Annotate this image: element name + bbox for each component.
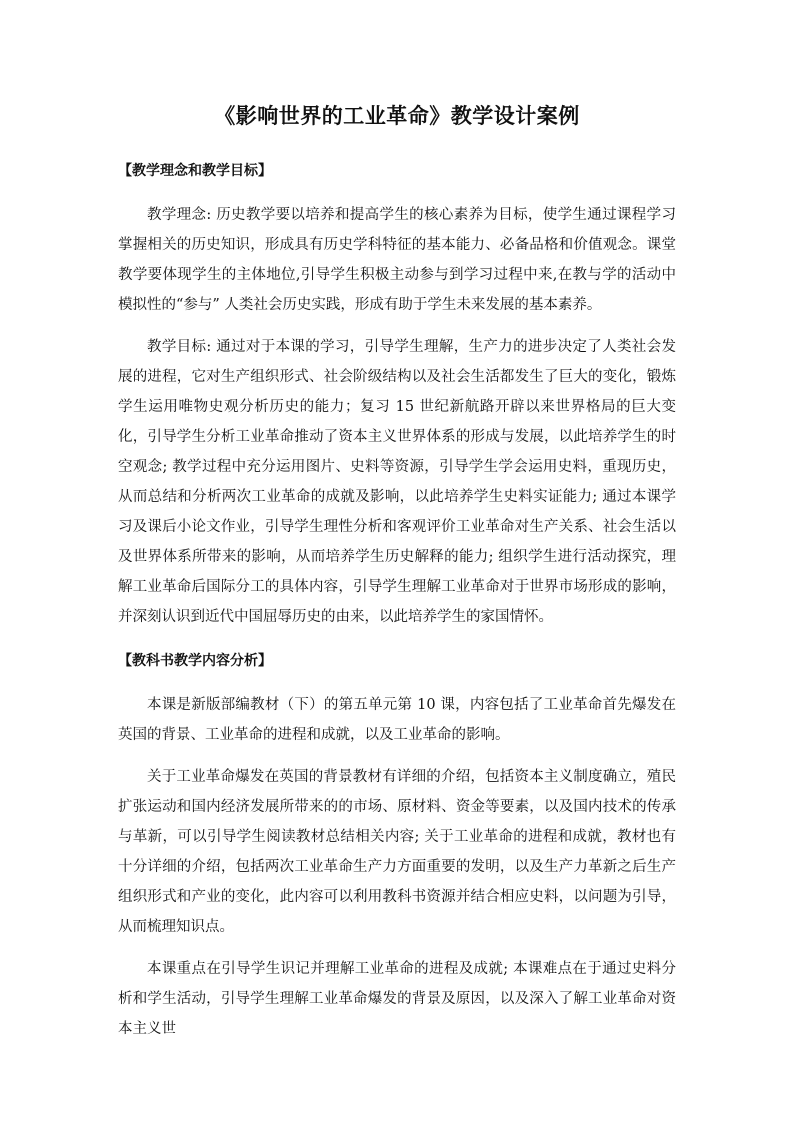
section-heading: 【教学理念和教学目标】 xyxy=(118,163,272,179)
paragraph-background-content: 关于工业革命爆发在英国的背景教材有详细的介绍，包括资本主义制度确立，殖民扩张运动和国内经济发展所带来的的市场、原材料、资金等要素，以及国内技术的传承与革新，可以引导学生阅读教材总结相关内容; 关于工业革命的进程和成就，教材也有十分详细的介绍，包括两次工业革命生产力方面重要的发明，以及生产力革新之后生产组织形式和产业的变化，此内容可以利用教科书资源并结合相应史料，以问题为引导，从而梳理知识点。 xyxy=(118,769,676,935)
section-textbook-analysis xyxy=(118,650,676,1044)
paragraph-lesson-overview: 本课是新版部编教材（下）的第五单元第 10 课，内容包括了工业革命首先爆发在英国的背景、工业革命的进程和成就，以及工业革命的影响。 xyxy=(118,697,676,743)
section-teaching-concept-goals xyxy=(118,160,676,632)
section-heading: 【教科书教学内容分析】 xyxy=(118,653,272,669)
document-title: 《影响世界的工业革命》教学设计案例 xyxy=(214,103,580,128)
paragraph-teaching-goals: 教学目标: 通过对于本课的学习，引导学生理解，生产力的进步决定了人类社会发展的进程，它对生产组织形式、社会阶级结构以及社会生活都发生了巨大的变化，锻炼学生运用唯物史观分析历史的能力；复习 15 世纪新航路开辟以来世界格局的巨大变化，引导学生分析工业革命推动了资本主义世界体系的形成与发展，以此培养学生的时空观念; 教学过程中充分运用图片、史料等资源，引导学生学会运用史料，重现历史，从而总结和分析两次工业革命的成就及影响，以此培养学生史料实证能力; 通过本课学习及课后小论文作业，引导学生理性分析和客观评价工业革命对生产关系、社会生活以及世界体系所带来的影响，从而培养学生历史解释的能力; 组织学生进行活动探究，理解工业革命后国际分工的具体内容，引导学生理解工业革命对于世界市场形成的影响，并深刻认识到近代中国屈辱历史的由来，以此培养学生的家国情怀。 xyxy=(118,339,676,625)
paragraph-key-difficult-points: 本课重点在引导学生识记并理解工业革命的进程及成就; 本课难点在于通过史料分析和学生活动，引导学生理解工业革命爆发的背景及原因，以及深入了解工业革命对资本主义世 xyxy=(118,961,676,1037)
paragraph-teaching-concept: 教学理念: 历史教学要以培养和提高学生的核心素养为目标，使学生通过课程学习掌握相关的历史知识，形成具有历史学科特征的基本能力、必备品格和价值观念。课堂教学要体现学生的主体地位,引导学生积极主动参与到学习过程中来,在教与学的活动中模拟性的“参与” 人类社会历史实践，形成有助于学生未来发展的基本素养。 xyxy=(118,207,676,313)
